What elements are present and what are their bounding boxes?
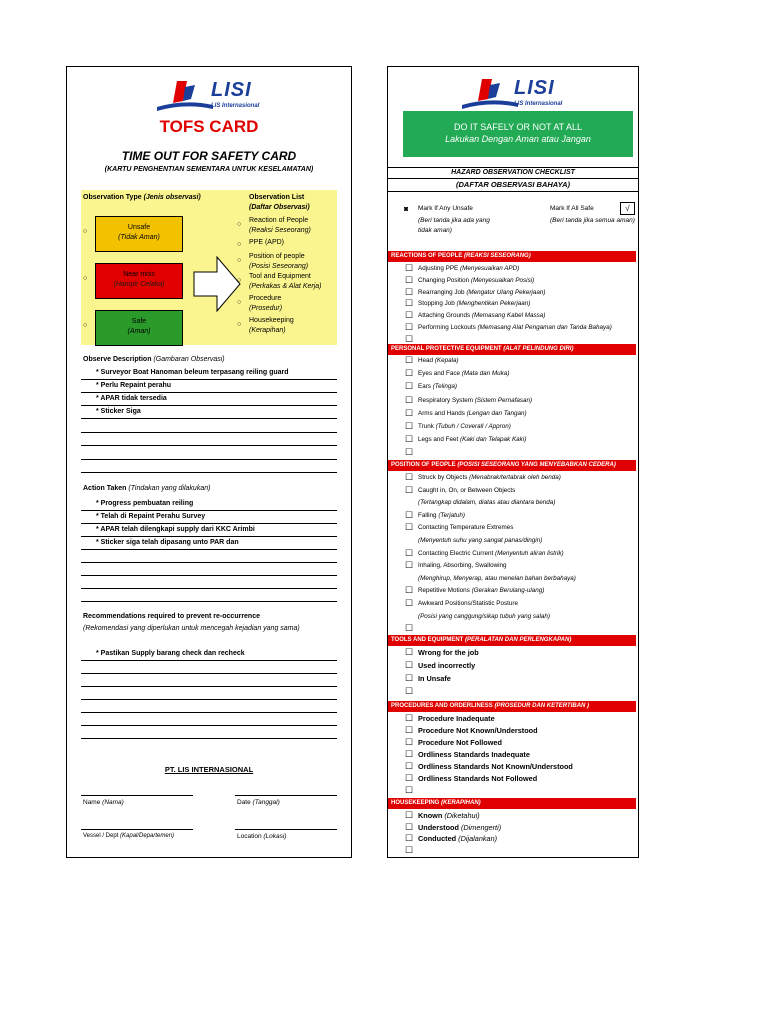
section-ppe: PERSONAL PROTECTIVE EQUIPMENT (ALAT PELINDUNG DIRI) [388,344,636,355]
radio-tools[interactable]: ○ [237,277,242,284]
position-item [418,523,513,532]
item-label-id: (Kaki dan Telapak Kaki) [460,436,527,444]
checkbox[interactable]: ☐ [405,547,414,558]
rule [81,660,337,661]
rule [81,379,337,380]
radio-position[interactable]: ○ [237,257,242,264]
checkbox[interactable]: ☐ [405,472,414,482]
date-label: Date (Tanggal) [237,799,280,806]
checkbox[interactable]: ☐ [405,274,414,285]
rec-item: * Pastikan Supply barang check dan recheck [96,650,245,657]
position-item [418,486,515,495]
rule [81,445,337,446]
checkbox-other[interactable]: ☐ [405,623,414,634]
item-label: Legs and Feet [418,436,459,444]
ppe-item [418,396,532,405]
position-item [418,473,561,482]
section-housekeeping: HOUSEKEEPING (KERAPIHAN) [388,798,636,809]
location-label: Location (Lokasi) [237,833,287,840]
list-reaction-sub: (Reaksi Seseorang) [249,227,311,234]
action-item: * Telah di Repaint Perahu Survey [96,513,206,520]
item-label: Contacting Temperature Extremes [418,524,514,532]
action-item: * Progress pembuatan reiling [96,500,194,507]
mark-safe-checkbox[interactable]: √ [620,202,635,215]
item-label-id: (Telinga) [432,383,457,391]
list-procedure: Procedure [249,295,282,302]
item-label-id: (Tertangkap didalam, diatas atau diantara benda) [418,499,556,507]
procedure-item: Ordliness Standards Not Followed [418,774,538,783]
checkbox-other[interactable]: ☐ [405,447,414,458]
checkbox[interactable]: ☐ [405,263,414,273]
item-label: Changing Position [418,276,470,284]
radio-safe[interactable]: ○ [83,322,88,329]
checkbox[interactable]: ☐ [405,394,414,405]
rule [81,459,337,460]
radio-housekeeping[interactable]: ○ [237,321,242,328]
type-nearmiss-box[interactable] [95,263,183,299]
checkbox[interactable]: ☐ [405,773,414,783]
type-safe-box[interactable] [95,310,183,346]
list-tools: Tool and Equipment [249,273,311,280]
position-item [418,549,564,558]
checkbox[interactable]: ☐ [405,761,414,771]
ppe-item [418,422,511,431]
card-subtitle: TIME OUT FOR SAFETY CARD [121,149,297,163]
position-item [418,561,507,570]
item-label: Awkward Positions/Statistic Posture [418,600,518,607]
checkbox[interactable]: ☐ [405,509,414,520]
item-label-id: (Menyentuh suhu yang sangat panas/dingin) [418,537,543,544]
position-item [418,586,544,595]
type-nearmiss-label: Near miss [123,271,155,278]
reactions-item [418,299,530,308]
rule [81,510,337,511]
type-unsafe-box[interactable] [95,216,183,252]
item-label: Eyes and Face [418,370,461,378]
tools-item: In Unsafe [418,674,451,683]
action-label: Action Taken (Tindakan yang dilakukan) [83,485,211,492]
checkbox[interactable]: ☐ [405,368,414,379]
item-label-id: (Mata dan Muka) [461,370,510,378]
logo-subtitle: LIS Internasional [211,103,260,109]
checkbox[interactable]: ☐ [405,647,414,657]
section-reactions: REACTIONS OF PEOPLE (REAKSI SESEORANG) [388,251,636,262]
rec-label: Recommendations required to prevent re-occurrence [83,613,260,620]
rule [81,405,337,406]
list-position: Position of people [249,253,305,260]
position-item [418,511,465,520]
logo-subtitle: LIS Internasional [514,101,563,107]
logo-wordmark: LISI [514,77,555,99]
type-safe-sub: (Aman) [127,328,151,335]
name-field-line[interactable] [81,795,193,796]
ppe-item [418,356,459,365]
lisi-logo-icon [460,75,520,109]
housekeeping-item [418,811,480,821]
procedure-item: Procedure Inadequate [418,714,495,723]
procedure-item: Ordliness Standards Not Known/Understood [418,762,573,771]
rule [81,562,337,563]
item-label: Repetitive Motions [418,587,470,595]
card-title: TOFS CARD [159,117,259,136]
item-label-id: (Mengatur Ulang Pekerjaan) [466,288,546,296]
list-tools-sub: (Perkakas & Alat Kerja) [249,283,322,290]
item-label-id: (Memasang Alat Pengaman dan Tanda Bahaya) [477,324,612,331]
radio-ppe[interactable]: ○ [237,241,242,248]
rule [81,418,337,419]
checkbox[interactable]: ☐ [405,355,414,365]
mark-unsafe-radio[interactable]: ◙ [404,206,409,213]
item-label: Ears [418,383,431,391]
rule [81,686,337,687]
item-label: Inhaling, Absorbing, Swallowing [418,562,507,570]
checkbox[interactable]: ☐ [405,421,414,431]
reactions-item [418,264,519,273]
obs-list-label-id: (Daftar Observasi) [249,204,310,211]
ppe-item [418,369,509,378]
observation-panel [81,190,337,345]
tofs-card-front [66,66,352,858]
company-logo [155,75,275,115]
rule [81,725,337,726]
item-label-id: (Menyesuaikan Posisi) [470,276,535,284]
tools-item: Wrong for the job [418,648,479,657]
position-item [418,536,542,545]
reactions-item [418,288,545,297]
section-tools: TOOLS AND EQUIPMENT (PERALATAN DAN PERLENGKAPAN) [388,635,636,646]
item-label: Performing Lockouts [418,324,476,331]
item-label-id: (Menyentuh aliran listrik) [495,549,564,557]
item-label: Falling [418,511,437,519]
checkbox-other[interactable]: ☐ [405,686,414,696]
rule [81,432,337,433]
mark-safe-sub: (Beri tanda jika semua aman) [550,217,635,224]
type-nearmiss-sub: (Hampir Celaka) [113,281,165,288]
tofs-card-back [387,66,639,858]
position-item [418,498,555,507]
item-label-id: (Tubuh / Coverall / Appron) [435,423,511,430]
checkbox[interactable]: ☐ [405,310,414,321]
procedure-item: Procedure Not Followed [418,738,502,747]
observe-item: * Perlu Repaint perahu [96,382,172,389]
location-field-line[interactable] [235,829,337,830]
rule [388,167,638,168]
mark-unsafe-sub: (Beri tanda jika ada yang tidak aman) [418,217,490,234]
rule [81,472,337,473]
rule [81,712,337,713]
item-label-id: (Dijalankan) [458,834,498,843]
item-label: Head [418,357,434,364]
checkbox[interactable]: ☐ [405,713,414,723]
list-reaction: Reaction of People [249,217,309,224]
checkbox[interactable]: ☐ [405,434,414,445]
tools-item: Used incorrectly [418,661,476,670]
checkbox[interactable]: ☐ [405,322,414,332]
slogan-banner [403,111,633,157]
slogan-title: DO IT SAFELY OR NOT AT ALL [453,122,583,132]
item-label-id: (Gerakan Berulang-ulang) [471,587,545,595]
vessel-label: Vessel / Dept (Kapal/Departemen) [83,833,175,839]
checkbox[interactable]: ☐ [405,298,414,309]
item-label-id: (Lengan dan Tangan) [466,409,527,417]
rule [81,549,337,550]
ppe-item [418,382,457,391]
checkbox-other[interactable]: ☐ [405,844,414,855]
item-label-id: (Dimengerti) [460,822,502,832]
lisi-logo-icon [155,77,215,111]
item-label-id: (Memasang Kabel Massa) [471,312,546,320]
observe-label: Observe Description (Gambaran Observasi) [83,356,225,363]
item-label: Trunk [418,423,434,430]
rule [81,738,337,739]
item-label-id: (Posisi yang canggung/sikap tubuh yang salah) [418,612,550,620]
checkbox[interactable]: ☐ [405,598,414,608]
type-safe-label: Safe [131,318,147,325]
type-unsafe-sub: (Tidak Aman) [118,234,160,241]
ppe-item [418,409,527,418]
item-label: Caught in, On, or Between Objects [418,486,516,494]
item-label-id: (Sistem Pernafasan) [474,396,533,404]
card-subtitle-id: (KARTU PENGHENTIAN SEMENTARA UNTUK KESELAMATAN) [104,166,314,173]
list-procedure-sub: (Prosedur) [249,305,283,312]
checkbox[interactable]: ☐ [405,725,414,735]
section-position: POSITION OF PEOPLE (POSISI SESEORANG YANG MENYEBABKAN CEDERA) [388,460,636,471]
rule [81,588,337,589]
company-name: PT. LIS INTERNASIONAL [164,765,254,774]
section-procedures: PROCEDURES AND ORDERLINESS (PROSEDUR DAN KETERTIBAN ) [388,701,636,712]
checkbox[interactable]: ☐ [405,737,414,747]
item-label-id: (Menghirup, Menyerap, atau menelan bahan berbahaya) [418,574,576,582]
rule [81,601,337,602]
date-field-line[interactable] [235,795,337,796]
vessel-field-line[interactable] [81,829,193,830]
checkbox[interactable]: ☐ [405,484,414,495]
radio-reaction[interactable]: ○ [237,221,242,228]
action-item: * APAR telah dilengkapi supply dari KKC Arimbi [96,526,255,533]
obs-type-label: Observation Type (Jenis observasi) [83,194,201,201]
rule [81,523,337,524]
rule [81,392,337,393]
checkbox[interactable]: ☐ [405,821,414,832]
checkbox-other[interactable]: ☐ [405,785,414,795]
item-label: Rearranging Job [418,288,465,296]
rule [388,178,638,179]
list-ppe: PPE (APD) [249,239,285,246]
checkbox[interactable]: ☐ [405,810,414,820]
checkbox[interactable]: ☐ [405,833,414,843]
item-label-id: (Kepala) [434,357,459,364]
observe-item: * Surveyor Boat Hanoman beleum terpasang reiling guard [96,369,289,376]
rule [388,191,638,192]
item-label-id: (Diketahui) [444,811,480,820]
position-item [418,599,518,608]
item-label: Known [418,811,443,820]
action-item: * Sticker siga telah dipasang unto PAR dan [96,539,239,546]
rule [81,575,337,576]
list-housekeeping-sub: (Kerapihan) [249,327,286,334]
item-label: Arms and Hands [418,409,465,417]
position-item [418,612,550,621]
rule [81,673,337,674]
slogan-sub: Lakukan Dengan Aman atau Jangan [445,134,591,144]
rec-label-id: (Rekomendasi yang diperlukan untuk mencegah kejadian yang sama) [83,625,300,632]
item-label: Stopping Job [418,300,455,308]
checklist-title-id: (DAFTAR OBSERVASI BAHAYA) [455,180,571,189]
item-label: Understood [418,822,459,832]
checkbox[interactable]: ☐ [405,522,414,533]
obs-list-label: Observation List [249,194,305,201]
reactions-item [418,276,534,285]
procedure-item: Ordliness Standards Inadequate [418,750,530,759]
checkbox[interactable]: ☐ [405,560,414,571]
item-label: Conducted [418,834,457,843]
housekeeping-item [418,834,497,844]
reactions-item [418,311,545,320]
checkbox[interactable]: ☐ [405,407,414,418]
mark-safe-label: Mark If All Safe [550,205,594,212]
checkbox[interactable]: ☐ [405,381,414,392]
item-label: Adjusting PPE [418,265,459,272]
item-label-id: (Menyesuaikan APD) [460,265,520,272]
radio-unsafe[interactable]: ○ [83,228,88,235]
checkbox[interactable]: ☐ [405,286,414,297]
checkbox[interactable]: ☐ [405,585,414,596]
item-label-id: (Terjatuh) [438,511,466,519]
checklist-title: HAZARD OBSERVATION CHECKLIST [451,169,575,176]
checkbox[interactable]: ☐ [405,660,414,670]
radio-procedure[interactable]: ○ [237,299,242,306]
item-label: Struck by Objects [418,474,468,481]
housekeeping-item [418,823,501,833]
arrow-right-icon [193,256,241,312]
observe-item: * Sticker Siga [96,408,141,415]
rule [81,699,337,700]
position-item [418,574,576,583]
observe-item: * APAR tidak tersedia [96,395,167,402]
logo-wordmark: LISI [211,79,252,101]
reactions-item [418,323,612,332]
item-label: Contacting Electric Current [418,549,494,557]
procedure-item: Procedure Not Known/Understood [418,726,538,735]
list-housekeeping: Housekeeping [249,317,294,324]
item-label: Respiratory System [418,396,473,404]
radio-nearmiss[interactable]: ○ [83,275,88,282]
ppe-item [418,435,526,444]
rule [81,536,337,537]
checkbox[interactable]: ☐ [405,749,414,759]
type-unsafe-label: Unsafe [127,224,151,231]
list-position-sub: (Posisi Seseorang) [249,263,309,270]
item-label: Attaching Grounds [418,312,471,320]
company-logo [460,73,580,113]
mark-unsafe-label: Mark If Any Unsafe [418,205,473,212]
checkbox[interactable]: ☐ [405,673,414,683]
item-label-id: (Menabrak/tertabrak oleh benda) [469,474,561,481]
item-label-id: (Menghentikan Pekerjaan) [456,300,531,308]
checkbox-other[interactable]: ☐ [405,333,414,344]
name-label: Name (Nama) [83,799,124,806]
